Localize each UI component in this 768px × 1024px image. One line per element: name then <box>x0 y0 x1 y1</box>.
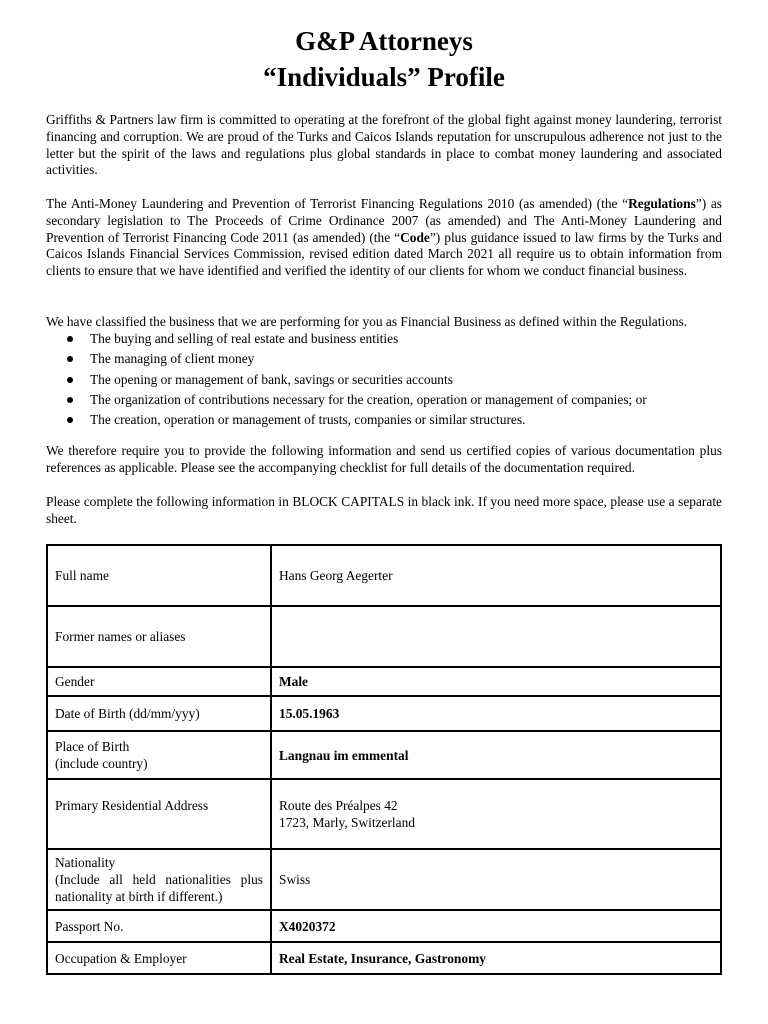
table-row <box>47 545 721 606</box>
bullet-icon <box>67 356 73 362</box>
list-item: The opening or management of bank, savings or securities accounts <box>46 371 722 391</box>
former-names-label: Former names or aliases <box>47 606 271 667</box>
intro-paragraph-2: The Anti-Money Laundering and Prevention of Terrorist Financing Regulations 2010 (as amended) (the “Regulations”) as secondary legislation to The Proceeds of Crime Ordinance 2007 (as amended) and The Anti-Money Laundering and Prevention of Terrorist Financing Code 2011 (as amended) (the “Code”) plus guidance issued to law firms by the Turks and Caicos Islands Financial Services Commission, revised edition dated March 2021 all require us to obtain information from clients to ensure that we have identified and verified the identity of our clients for whom we conduct financial business. <box>46 196 723 279</box>
address-label: Primary Residential Address <box>47 779 271 849</box>
list-item: The buying and selling of real estate and business entities <box>46 330 722 350</box>
passport-label: Passport No. <box>47 910 271 942</box>
bullet-icon <box>67 377 73 383</box>
intro-paragraph-1: Griffiths & Partners law firm is committed to operating at the forefront of the global fight against money laundering, terrorist financing and corruption. We are proud of the Turks and Caicos Islands reputation for unscrupulous adherence not just to the letter but the spirit of the laws and regulations plus global standards in place to combat money laundering and associated activities. <box>46 112 722 178</box>
table-row <box>47 696 721 731</box>
gender-label: Gender <box>47 667 271 696</box>
table-row <box>47 849 721 910</box>
table-row <box>47 606 721 667</box>
former-names-field[interactable] <box>271 606 721 667</box>
dob-label: Date of Birth (dd/mm/yyy) <box>47 696 271 731</box>
pob-field[interactable]: Langnau im emmental <box>271 731 721 779</box>
list-item: The managing of client money <box>46 350 722 370</box>
table-row <box>47 731 721 779</box>
dob-field[interactable]: 15.05.1963 <box>271 696 721 731</box>
code-term: Code <box>400 229 430 245</box>
profile-title: “Individuals” Profile <box>263 62 505 92</box>
occupation-label: Occupation & Employer <box>47 942 271 974</box>
nationality-field[interactable]: Swiss <box>271 849 721 910</box>
regulations-term: Regulations <box>628 196 696 211</box>
intro-paragraph-4: We therefore require you to provide the following information and send us certified copies of various documentation plus references as applicable. Please see the accompanying checklist for full details of the documentation required. <box>46 443 722 475</box>
table-row <box>47 942 721 974</box>
intro-paragraph-5: Please complete the following information in BLOCK CAPITALS in black ink. If you need more space, please use a separate sheet. <box>46 494 722 526</box>
table-row <box>47 779 721 849</box>
bullet-icon <box>67 336 73 342</box>
bullet-icon <box>67 417 73 423</box>
list-item: The organization of contributions necessary for the creation, operation or management of companies; or <box>46 391 722 411</box>
table-row <box>47 910 721 942</box>
full-name-label: Full name <box>47 545 271 606</box>
address-field[interactable]: Route des Préalpes 42 1723, Marly, Switzerland <box>271 779 721 849</box>
bullet-icon <box>67 397 73 403</box>
full-name-field[interactable]: Hans Georg Aegerter <box>271 545 721 606</box>
nationality-label: Nationality (Include all held nationalities plus nationality at birth if different.) <box>47 849 271 910</box>
intro-paragraph-3: We have classified the business that we are performing for you as Financial Business as defined within the Regulations. <box>46 314 688 329</box>
gender-field[interactable]: Male <box>271 667 721 696</box>
occupation-field[interactable]: Real Estate, Insurance, Gastronomy <box>271 942 721 974</box>
table-row <box>47 667 721 696</box>
profile-table <box>46 544 722 975</box>
list-item: The creation, operation or management of trusts, companies or similar structures. <box>46 411 722 431</box>
pob-label: Place of Birth (include country) <box>47 731 271 779</box>
business-list <box>46 330 722 431</box>
firm-title: G&P Attorneys <box>295 26 473 56</box>
passport-field[interactable]: X4020372 <box>271 910 721 942</box>
